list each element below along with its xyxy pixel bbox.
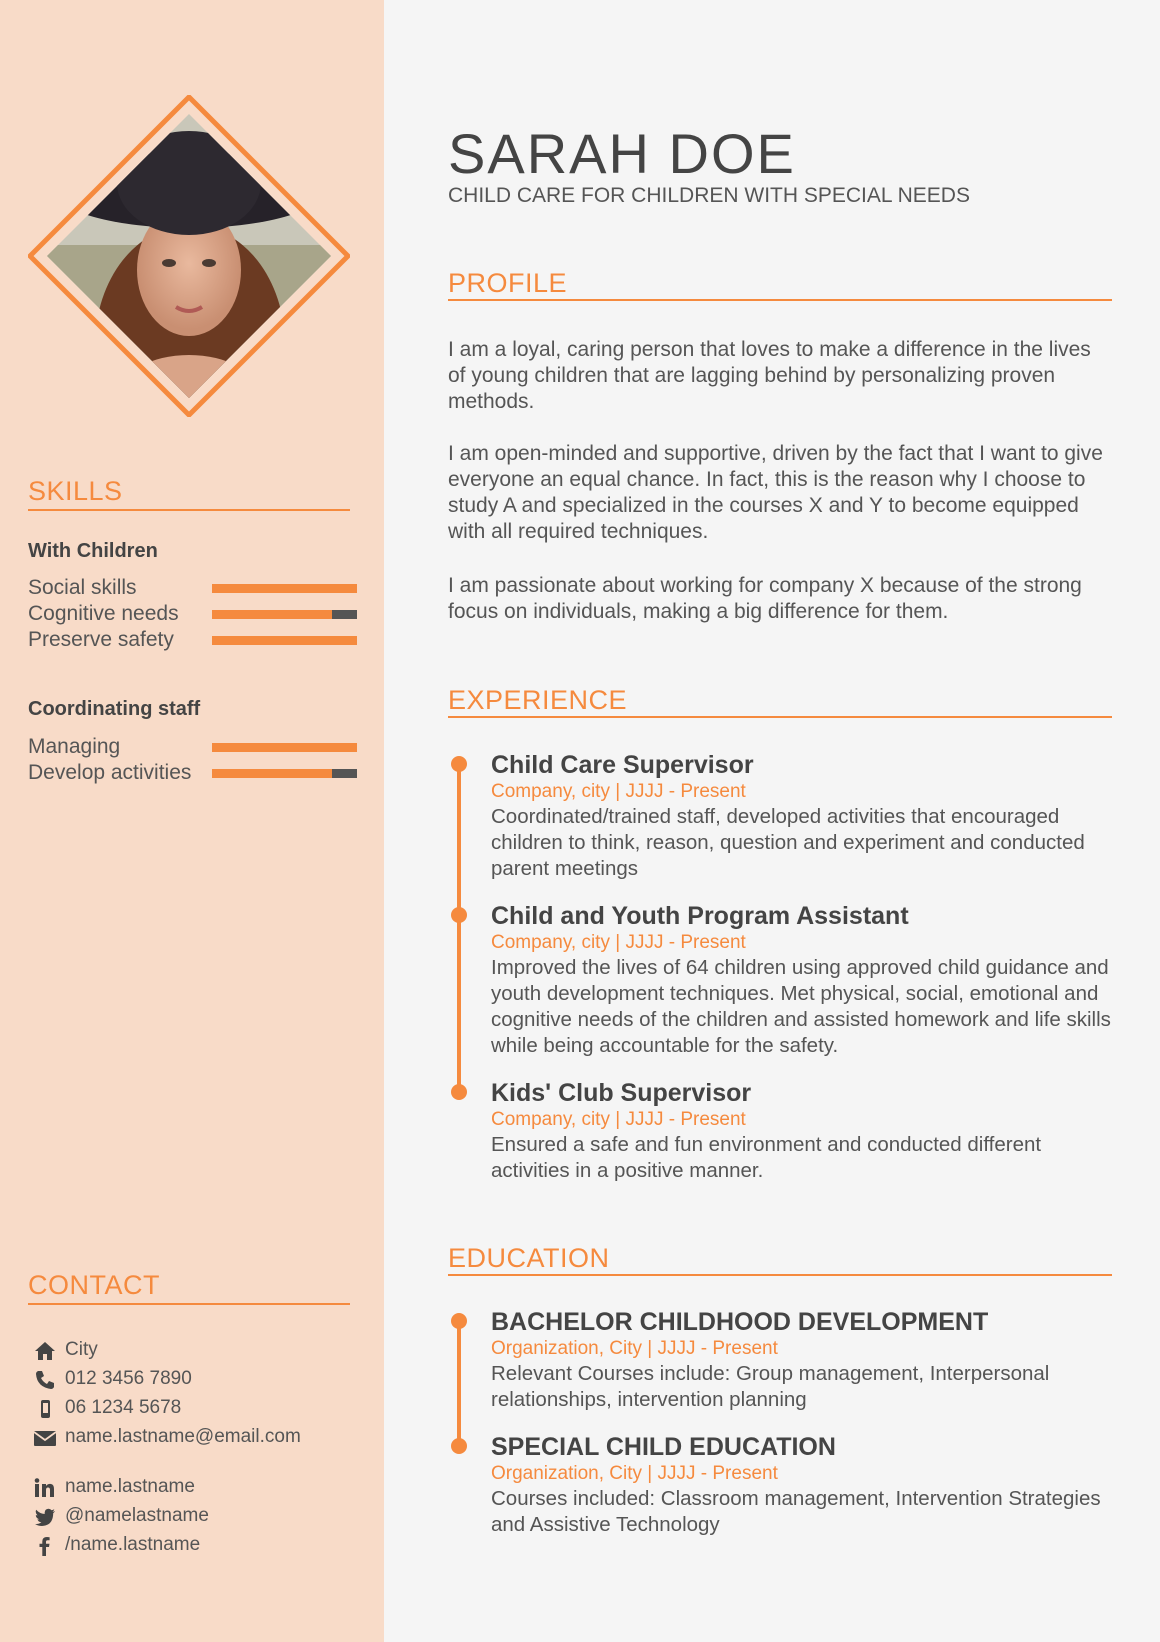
experience-entry: [491, 901, 1111, 1059]
job-title: Kids' Club Supervisor: [491, 1079, 752, 1107]
degree-description: Courses included: Classroom management, Intervention Strategies and Assistive Technology: [491, 1487, 1101, 1536]
job-meta: Company, city | JJJJ - Present: [491, 932, 746, 953]
job-meta: Company, city | JJJJ - Present: [491, 1109, 746, 1130]
skill-bar: [212, 743, 357, 752]
skill-bar-fill: [212, 584, 357, 593]
main-content: [384, 0, 1160, 1642]
skill-bar: [212, 584, 357, 593]
education-entry: [491, 1307, 1111, 1413]
candidate-name: SARAH DOE: [448, 122, 796, 185]
contact-heading: CONTACT: [28, 1270, 350, 1305]
contact-text[interactable]: name.lastname: [65, 1476, 195, 1497]
education-timeline: [457, 1320, 461, 1448]
degree-title: BACHELOR CHILDHOOD DEVELOPMENT: [491, 1308, 989, 1336]
skill-label: Preserve safety: [28, 628, 174, 651]
sidebar: [0, 0, 384, 1642]
skill-row: [28, 602, 358, 628]
skill-group-title: With Children: [28, 540, 158, 562]
degree-meta: Organization, City | JJJJ - Present: [491, 1338, 778, 1359]
profile-paragraph: I am passionate about working for company X because of the strong focus on individuals, making a big difference for them.: [448, 574, 1082, 623]
timeline-dot: [451, 756, 467, 772]
skill-bar-fill: [212, 743, 357, 752]
profile-paragraph: I am open-minded and supportive, driven by the fact that I want to give everyone an equal chance. In fact, this is the reason why I choose to study A and specialized in the courses X and Y to become equipped with all required techniques.: [448, 442, 1103, 543]
candidate-title: CHILD CARE FOR CHILDREN WITH SPECIAL NEEDS: [448, 184, 970, 207]
envelope-icon: [34, 1428, 56, 1448]
timeline-dot: [451, 1313, 467, 1329]
degree-meta: Organization, City | JJJJ - Present: [491, 1463, 778, 1484]
skill-bar-fill: [212, 610, 332, 619]
job-meta: Company, city | JJJJ - Present: [491, 781, 746, 802]
contact-text: 06 1234 5678: [65, 1397, 182, 1418]
skill-bar: [212, 769, 357, 778]
contact-text[interactable]: @namelastname: [65, 1505, 209, 1526]
linkedin-icon: [34, 1478, 56, 1498]
degree-description: Relevant Courses include: Group management, Interpersonal relationships, intervention planning: [491, 1362, 1050, 1411]
skill-bar-fill: [212, 769, 332, 778]
skill-group-title: Coordinating staff: [28, 698, 201, 720]
skill-row: [28, 761, 358, 787]
timeline-dot: [451, 907, 467, 923]
skill-label: Social skills: [28, 576, 137, 599]
skill-label: Cognitive needs: [28, 602, 179, 625]
skill-row: [28, 735, 358, 761]
profile-heading: PROFILE: [448, 268, 1112, 301]
contact-text[interactable]: name.lastname@email.com: [65, 1426, 301, 1447]
skill-row: [28, 576, 358, 602]
job-description: Ensured a safe and fun environment and conducted different activities in a positive manner.: [491, 1133, 1042, 1182]
skill-label: Managing: [28, 735, 121, 758]
experience-entry: [491, 1078, 1111, 1184]
experience-entry: [491, 750, 1111, 882]
skill-bar: [212, 610, 357, 619]
education-entry: [491, 1432, 1111, 1538]
phone-icon: [34, 1370, 56, 1390]
experience-timeline: [457, 763, 461, 1093]
profile-photo: [28, 95, 350, 417]
timeline-dot: [451, 1084, 467, 1100]
degree-title: SPECIAL CHILD EDUCATION: [491, 1433, 836, 1461]
skill-label: Develop activities: [28, 761, 192, 784]
job-description: Improved the lives of 64 children using approved child guidance and youth development techniques. Met physical, social, emotional and cognitive needs of the children and assisted homework and life skills while being accountable for the safety.: [491, 956, 1111, 1057]
timeline-dot: [451, 1438, 467, 1454]
home-icon: [34, 1341, 56, 1361]
profile-paragraph: I am a loyal, caring person that loves to make a difference in the lives of young children that are lagging behind by personalizing proven methods.: [448, 338, 1091, 413]
contact-text[interactable]: /name.lastname: [65, 1534, 201, 1555]
twitter-icon: [34, 1507, 56, 1527]
job-title: Child Care Supervisor: [491, 751, 754, 779]
skills-heading: SKILLS: [28, 476, 350, 511]
skill-bar: [212, 636, 357, 645]
contact-text: 012 3456 7890: [65, 1368, 192, 1389]
skill-bar-fill: [212, 636, 357, 645]
mobile-icon: [34, 1399, 56, 1419]
contact-text: City: [65, 1339, 98, 1360]
job-description: Coordinated/trained staff, developed activities that encouraged children to think, reason, question and experiment and conducted parent meetings: [491, 805, 1085, 880]
skill-row: [28, 628, 358, 654]
job-title: Child and Youth Program Assistant: [491, 902, 909, 930]
facebook-icon: [34, 1536, 56, 1556]
education-heading: EDUCATION: [448, 1243, 1112, 1276]
experience-heading: EXPERIENCE: [448, 685, 1112, 718]
